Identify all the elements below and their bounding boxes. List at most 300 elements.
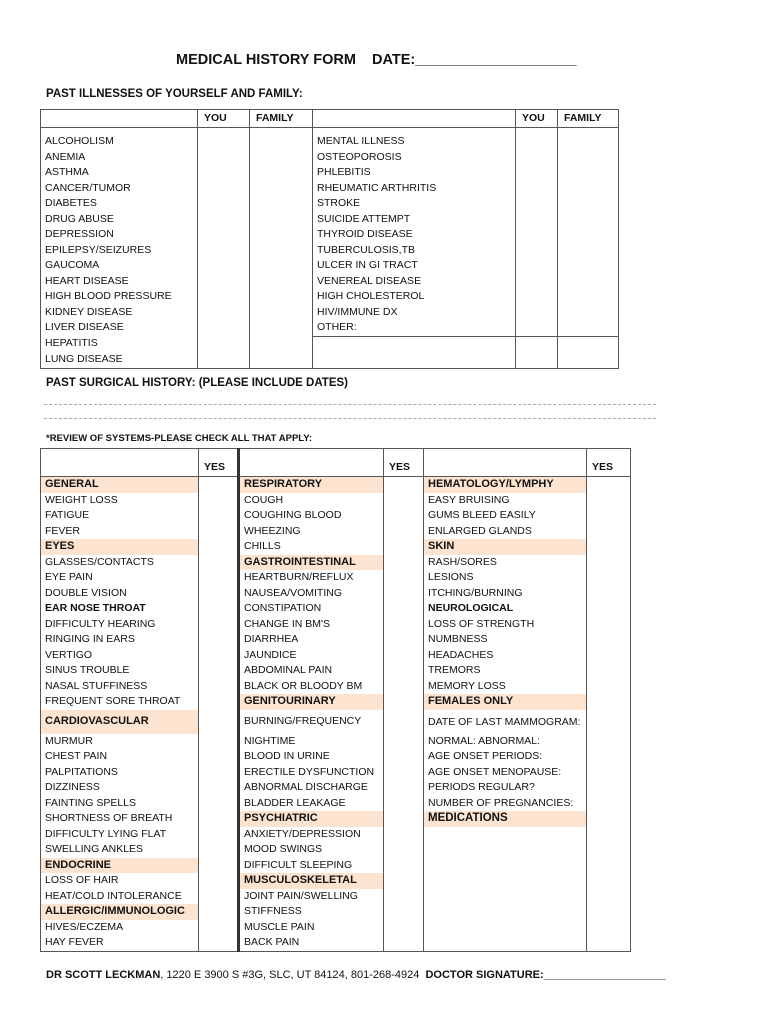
yes-checkbox[interactable] (199, 679, 239, 695)
family-checkbox[interactable] (250, 258, 313, 274)
illness-name: HIGH CHOLESTEROL (313, 289, 516, 305)
illness-name: HIGH BLOOD PRESSURE (41, 289, 198, 305)
category-header: SKIN (424, 539, 587, 555)
yes-checkbox[interactable] (384, 679, 424, 695)
family-checkbox[interactable] (250, 352, 313, 368)
symptom-label: LOSS OF STRENGTH (424, 617, 587, 633)
yes-checkbox[interactable] (384, 570, 424, 586)
yes-checkbox[interactable] (587, 920, 631, 936)
symptom-label: DATE OF LAST MAMMOGRAM: (424, 710, 587, 734)
review-header-row (41, 449, 631, 477)
yes-checkbox[interactable] (384, 508, 424, 524)
illness-name: TUBERCULOSIS,TB (313, 243, 516, 259)
symptom-label: DIARRHEA (239, 632, 384, 648)
symptom-label: GUMS BLEED EASILY (424, 508, 587, 524)
you-checkbox[interactable] (198, 196, 250, 212)
yes-checkbox[interactable] (199, 889, 239, 905)
symptom-label: JOINT PAIN/SWELLING (239, 889, 384, 905)
yes-checkbox[interactable] (199, 780, 239, 796)
illness-name: SUICIDE ATTEMPT (313, 212, 516, 228)
yes-checkbox[interactable] (384, 632, 424, 648)
symptom-label: DIFFICULTY HEARING (41, 617, 199, 633)
symptom-label: SHORTNESS OF BREATH (41, 811, 199, 827)
yes-checkbox[interactable] (587, 842, 631, 858)
doctor-name: DR SCOTT LECKMAN (46, 969, 161, 981)
family-checkbox[interactable] (250, 274, 313, 290)
you-checkbox[interactable] (198, 320, 250, 336)
review-col (239, 449, 384, 477)
yes-checkbox[interactable] (587, 570, 631, 586)
yes-checkbox[interactable] (587, 889, 631, 905)
illness-row (41, 243, 619, 259)
you-checkbox[interactable] (516, 305, 558, 321)
category-header: MEDICATIONS (424, 811, 587, 827)
review-row (41, 555, 631, 571)
you-checkbox[interactable] (198, 134, 250, 150)
illness-row (41, 165, 619, 181)
yes-checkbox[interactable] (199, 586, 239, 602)
symptom-label: DIZZINESS (41, 780, 199, 796)
category-header: EYES (41, 539, 199, 555)
illness-name: OSTEOPOROSIS (313, 150, 516, 166)
yes-checkbox[interactable] (384, 873, 424, 889)
review-row (41, 493, 631, 509)
symptom-label: HEARTBURN/REFLUX (239, 570, 384, 586)
symptom-label: DOUBLE VISION (41, 586, 199, 602)
family-checkbox[interactable] (558, 181, 619, 197)
family-checkbox[interactable] (558, 289, 619, 305)
illness-name: HIV/IMMUNE DX (313, 305, 516, 321)
symptom-label: ITCHING/BURNING (424, 586, 587, 602)
yes-checkbox[interactable] (587, 749, 631, 765)
yes-checkbox[interactable] (384, 601, 424, 617)
yes-checkbox[interactable] (384, 586, 424, 602)
you-checkbox[interactable] (516, 258, 558, 274)
doctor-signature-field[interactable]: DOCTOR SIGNATURE:____________________ (425, 969, 666, 981)
you-checkbox[interactable] (198, 212, 250, 228)
symptom-label: EYE PAIN (41, 570, 199, 586)
family-checkbox[interactable] (558, 165, 619, 181)
yes-checkbox[interactable] (587, 679, 631, 695)
review-row (41, 889, 631, 905)
family-checkbox[interactable] (558, 150, 619, 166)
symptom-label: RINGING IN EARS (41, 632, 199, 648)
illness-name: HEART DISEASE (41, 274, 198, 290)
family-checkbox[interactable] (250, 212, 313, 228)
illness-row (41, 305, 619, 321)
symptom-label: STIFFNESS (239, 904, 384, 920)
family-checkbox[interactable] (250, 181, 313, 197)
yes-checkbox[interactable] (587, 508, 631, 524)
family-checkbox[interactable] (558, 352, 619, 368)
yes-checkbox[interactable] (587, 734, 631, 750)
review-row (41, 617, 631, 633)
family-checkbox[interactable] (558, 227, 619, 243)
yes-checkbox[interactable] (384, 477, 424, 493)
family-checkbox[interactable] (558, 212, 619, 228)
symptom-label: WEIGHT LOSS (41, 493, 199, 509)
yes-checkbox[interactable] (199, 749, 239, 765)
yes-checkbox[interactable] (199, 694, 239, 710)
yes-checkbox[interactable] (587, 617, 631, 633)
symptom-label: NEUROLOGICAL (424, 601, 587, 617)
you-checkbox[interactable] (516, 274, 558, 290)
yes-checkbox[interactable] (384, 710, 424, 734)
yes-checkbox[interactable] (384, 827, 424, 843)
symptom-label: CHEST PAIN (41, 749, 199, 765)
yes-checkbox[interactable] (587, 710, 631, 734)
you-checkbox[interactable] (516, 289, 558, 305)
illness-name: THYROID DISEASE (313, 227, 516, 243)
symptom-label: WHEEZING (239, 524, 384, 540)
yes-checkbox[interactable] (587, 796, 631, 812)
family-checkbox[interactable] (250, 320, 313, 336)
you-checkbox[interactable] (516, 243, 558, 259)
illness-name: GAUCOMA (41, 258, 198, 274)
yes-checkbox[interactable] (199, 858, 239, 874)
review-row (41, 663, 631, 679)
review-row (41, 827, 631, 843)
yes-checkbox[interactable] (199, 524, 239, 540)
yes-checkbox[interactable] (199, 842, 239, 858)
col-yes: YES (199, 449, 239, 477)
yes-checkbox[interactable] (384, 842, 424, 858)
you-checkbox[interactable] (516, 212, 558, 228)
illness-name: LIVER DISEASE (41, 320, 198, 336)
symptom-label: AGE ONSET PERIODS: (424, 749, 587, 765)
symptom-label: MEMORY LOSS (424, 679, 587, 695)
symptom-label: HAY FEVER (41, 935, 199, 951)
illness-name: KIDNEY DISEASE (41, 305, 198, 321)
you-checkbox[interactable] (516, 134, 558, 150)
you-checkbox[interactable] (198, 305, 250, 321)
yes-checkbox[interactable] (384, 493, 424, 509)
yes-checkbox[interactable] (199, 734, 239, 750)
symptom-label: MUSCLE PAIN (239, 920, 384, 936)
family-checkbox[interactable] (250, 165, 313, 181)
yes-checkbox[interactable] (384, 524, 424, 540)
yes-checkbox[interactable] (587, 694, 631, 710)
family-checkbox[interactable] (558, 258, 619, 274)
illness-row (41, 289, 619, 305)
yes-checkbox[interactable] (587, 827, 631, 843)
yes-checkbox[interactable] (199, 811, 239, 827)
review-row (41, 710, 631, 734)
you-checkbox[interactable] (516, 227, 558, 243)
family-checkbox[interactable] (558, 134, 619, 150)
surgical-history-heading: PAST SURGICAL HISTORY: (PLEASE INCLUDE DATES) (46, 377, 348, 389)
symptom-label: NASAL STUFFINESS (41, 679, 199, 695)
review-row (41, 811, 631, 827)
family-checkbox[interactable] (558, 243, 619, 259)
yes-checkbox[interactable] (587, 586, 631, 602)
yes-checkbox[interactable] (384, 811, 424, 827)
yes-checkbox[interactable] (587, 663, 631, 679)
footer (46, 969, 666, 981)
yes-checkbox[interactable] (384, 858, 424, 874)
symptom-label: GLASSES/CONTACTS (41, 555, 199, 571)
yes-checkbox[interactable] (384, 889, 424, 905)
yes-checkbox[interactable] (199, 508, 239, 524)
yes-checkbox[interactable] (587, 873, 631, 889)
you-checkbox[interactable] (198, 150, 250, 166)
symptom-label: BLOOD IN URINE (239, 749, 384, 765)
symptom-label: HEAT/COLD INTOLERANCE (41, 889, 199, 905)
review-of-systems-table (40, 448, 631, 952)
illness-name: ALCOHOLISM (41, 134, 198, 150)
illness-row (41, 196, 619, 212)
you-checkbox[interactable] (198, 243, 250, 259)
col-family-right: FAMILY (558, 110, 619, 128)
col-yes: YES (384, 449, 424, 477)
yes-checkbox[interactable] (199, 904, 239, 920)
illness-name: ANEMIA (41, 150, 198, 166)
symptom-label: BACK PAIN (239, 935, 384, 951)
illness-name: LUNG DISEASE (41, 352, 198, 368)
family-checkbox[interactable] (250, 150, 313, 166)
yes-checkbox[interactable] (199, 477, 239, 493)
you-checkbox[interactable] (198, 274, 250, 290)
you-checkbox[interactable] (198, 181, 250, 197)
you-checkbox[interactable] (198, 352, 250, 368)
review-row (41, 601, 631, 617)
yes-checkbox[interactable] (199, 935, 239, 951)
you-checkbox[interactable] (198, 258, 250, 274)
you-checkbox[interactable] (198, 165, 250, 181)
yes-checkbox[interactable] (587, 858, 631, 874)
you-checkbox[interactable] (198, 227, 250, 243)
symptom-label: NUMBER OF PREGNANCIES: (424, 796, 587, 812)
category-header: RESPIRATORY (239, 477, 384, 493)
yes-checkbox[interactable] (384, 765, 424, 781)
family-checkbox[interactable] (250, 227, 313, 243)
yes-checkbox[interactable] (384, 539, 424, 555)
review-row (41, 765, 631, 781)
illness-row (41, 227, 619, 243)
col-you-left: YOU (198, 110, 250, 128)
yes-checkbox[interactable] (587, 601, 631, 617)
symptom-label: ANXIETY/DEPRESSION (239, 827, 384, 843)
symptom-label: CHILLS (239, 539, 384, 555)
you-checkbox[interactable] (198, 289, 250, 305)
symptom-label: LOSS OF HAIR (41, 873, 199, 889)
family-checkbox[interactable] (250, 305, 313, 321)
doctor-address: , 1220 E 3900 S #3G, SLC, UT 84124, 801-268-4924 (160, 969, 426, 981)
yes-checkbox[interactable] (199, 570, 239, 586)
yes-checkbox[interactable] (587, 477, 631, 493)
yes-checkbox[interactable] (384, 920, 424, 936)
family-checkbox[interactable] (558, 305, 619, 321)
symptom-label: SINUS TROUBLE (41, 663, 199, 679)
illness-name: DRUG ABUSE (41, 212, 198, 228)
symptom-label: ERECTILE DYSFUNCTION (239, 765, 384, 781)
category-header: HEMATOLOGY/LYMPHY (424, 477, 587, 493)
past-illnesses-heading: PAST ILLNESSES OF YOURSELF AND FAMILY: (46, 88, 303, 100)
yes-checkbox[interactable] (199, 827, 239, 843)
illness-name: STROKE (313, 196, 516, 212)
yes-checkbox[interactable] (384, 694, 424, 710)
illness-row (41, 274, 619, 290)
category-header: GASTROINTESTINAL (239, 555, 384, 571)
you-checkbox[interactable] (516, 196, 558, 212)
symptom-label: COUGHING BLOOD (239, 508, 384, 524)
col-you-right: YOU (516, 110, 558, 128)
yes-checkbox[interactable] (199, 920, 239, 936)
yes-checkbox[interactable] (199, 493, 239, 509)
illness-name: CANCER/TUMOR (41, 181, 198, 197)
symptom-label: FREQUENT SORE THROAT (41, 694, 199, 710)
col-family-left: FAMILY (250, 110, 313, 128)
family-checkbox[interactable] (250, 134, 313, 150)
category-header: PSYCHIATRIC (239, 811, 384, 827)
yes-checkbox[interactable] (199, 873, 239, 889)
review-row (41, 632, 631, 648)
yes-checkbox[interactable] (587, 632, 631, 648)
col-yes: YES (587, 449, 631, 477)
yes-checkbox[interactable] (587, 765, 631, 781)
symptom-label: PALPITATIONS (41, 765, 199, 781)
you-checkbox[interactable] (198, 336, 250, 352)
you-checkbox[interactable] (516, 150, 558, 166)
family-checkbox[interactable] (250, 336, 313, 352)
review-row (41, 749, 631, 765)
yes-checkbox[interactable] (199, 601, 239, 617)
symptom-label: BURNING/FREQUENCY (239, 710, 384, 734)
yes-checkbox[interactable] (384, 663, 424, 679)
family-checkbox[interactable] (558, 320, 619, 336)
symptom-label (424, 889, 587, 905)
surgical-line-2[interactable] (44, 418, 656, 419)
symptom-label: ENLARGED GLANDS (424, 524, 587, 540)
yes-checkbox[interactable] (587, 935, 631, 951)
yes-checkbox[interactable] (384, 904, 424, 920)
yes-checkbox[interactable] (587, 648, 631, 664)
yes-checkbox[interactable] (384, 749, 424, 765)
illness-col-right (313, 110, 516, 128)
you-checkbox[interactable] (516, 352, 558, 368)
illness-name: PHLEBITIS (313, 165, 516, 181)
yes-checkbox[interactable] (199, 663, 239, 679)
illness-name (313, 352, 516, 368)
review-row (41, 570, 631, 586)
illness-row (41, 336, 619, 352)
symptom-label: BLADDER LEAKAGE (239, 796, 384, 812)
yes-checkbox[interactable] (384, 734, 424, 750)
yes-checkbox[interactable] (199, 617, 239, 633)
yes-checkbox[interactable] (587, 539, 631, 555)
symptom-label: PERIODS REGULAR? (424, 780, 587, 796)
symptom-label (424, 935, 587, 951)
illness-name (313, 336, 516, 352)
family-checkbox[interactable] (250, 196, 313, 212)
symptom-label: MURMUR (41, 734, 199, 750)
symptom-label: VERTIGO (41, 648, 199, 664)
past-illnesses-table (40, 109, 619, 369)
review-heading: *REVIEW OF SYSTEMS-PLEASE CHECK ALL THAT APPLY: (46, 433, 313, 444)
yes-checkbox[interactable] (587, 493, 631, 509)
review-row (41, 586, 631, 602)
illness-row (41, 258, 619, 274)
yes-checkbox[interactable] (199, 648, 239, 664)
review-row (41, 648, 631, 664)
illness-row (41, 320, 619, 336)
symptom-label: NUMBNESS (424, 632, 587, 648)
illness-name: HEPATITIS (41, 336, 198, 352)
yes-checkbox[interactable] (384, 780, 424, 796)
yes-checkbox[interactable] (587, 904, 631, 920)
illness-col-left (41, 110, 198, 128)
yes-checkbox[interactable] (384, 617, 424, 633)
yes-checkbox[interactable] (587, 524, 631, 540)
symptom-label (424, 827, 587, 843)
review-row (41, 539, 631, 555)
symptom-label: ABDOMINAL PAIN (239, 663, 384, 679)
yes-checkbox[interactable] (587, 811, 631, 827)
yes-checkbox[interactable] (384, 935, 424, 951)
yes-checkbox[interactable] (587, 555, 631, 571)
symptom-label: LESIONS (424, 570, 587, 586)
symptom-label: AGE ONSET MENOPAUSE: (424, 765, 587, 781)
symptom-label: NAUSEA/VOMITING (239, 586, 384, 602)
review-row (41, 524, 631, 540)
symptom-label: FAINTING SPELLS (41, 796, 199, 812)
yes-checkbox[interactable] (199, 710, 239, 734)
family-checkbox[interactable] (558, 274, 619, 290)
category-header: FEMALES ONLY (424, 694, 587, 710)
yes-checkbox[interactable] (199, 765, 239, 781)
family-checkbox[interactable] (558, 196, 619, 212)
review-row (41, 904, 631, 920)
symptom-label: HEADACHES (424, 648, 587, 664)
review-row (41, 734, 631, 750)
illness-name: DIABETES (41, 196, 198, 212)
review-row (41, 780, 631, 796)
symptom-label: EAR NOSE THROAT (41, 601, 199, 617)
yes-checkbox[interactable] (587, 780, 631, 796)
family-checkbox[interactable] (558, 336, 619, 352)
illness-name: VENEREAL DISEASE (313, 274, 516, 290)
yes-checkbox[interactable] (384, 796, 424, 812)
illness-name: OTHER: (313, 320, 516, 336)
yes-checkbox[interactable] (199, 796, 239, 812)
symptom-label: FATIGUE (41, 508, 199, 524)
illness-name: ASTHMA (41, 165, 198, 181)
yes-checkbox[interactable] (384, 648, 424, 664)
family-checkbox[interactable] (250, 243, 313, 259)
symptom-label: TREMORS (424, 663, 587, 679)
yes-checkbox[interactable] (384, 555, 424, 571)
illness-name: RHEUMATIC ARTHRITIS (313, 181, 516, 197)
review-row (41, 935, 631, 951)
yes-checkbox[interactable] (199, 632, 239, 648)
illness-row (41, 134, 619, 150)
symptom-label: SWELLING ANKLES (41, 842, 199, 858)
you-checkbox[interactable] (516, 165, 558, 181)
symptom-label: NORMAL: ABNORMAL: (424, 734, 587, 750)
review-row (41, 508, 631, 524)
review-row (41, 858, 631, 874)
you-checkbox[interactable] (516, 336, 558, 352)
symptom-label: BLACK OR BLOODY BM (239, 679, 384, 695)
you-checkbox[interactable] (516, 181, 558, 197)
you-checkbox[interactable] (516, 320, 558, 336)
symptom-label (424, 873, 587, 889)
yes-checkbox[interactable] (199, 555, 239, 571)
yes-checkbox[interactable] (199, 539, 239, 555)
family-checkbox[interactable] (250, 289, 313, 305)
symptom-label: HIVES/ECZEMA (41, 920, 199, 936)
surgical-line-1[interactable] (44, 404, 656, 405)
